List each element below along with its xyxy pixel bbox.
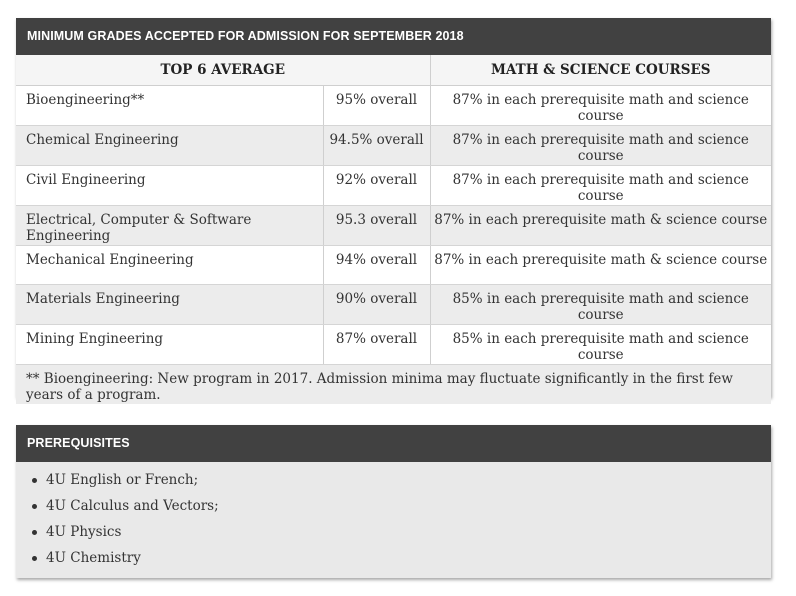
prerequisite-text: 4U English or French;	[46, 472, 199, 488]
program-average: 92% overall	[323, 165, 430, 205]
table-row	[16, 245, 771, 284]
prerequisites-panel	[16, 425, 771, 578]
table-row	[16, 85, 771, 125]
program-requirement: 87% in each prerequisite math & science course	[430, 245, 771, 284]
program-name: Electrical, Computer & Software Engineering	[16, 205, 323, 245]
list-item	[46, 496, 771, 522]
bioengineering-footnote: ** Bioengineering: New program in 2017. Admission minima may fluctuate significantly in the first few years of a program.	[16, 364, 771, 404]
program-average: 95.3 overall	[323, 205, 430, 245]
program-name: Bioengineering**	[16, 85, 323, 125]
program-name: Civil Engineering	[16, 165, 323, 205]
program-average: 94.5% overall	[323, 125, 430, 165]
table-row	[16, 165, 771, 205]
bullet-icon	[32, 504, 37, 509]
table-row	[16, 125, 771, 165]
program-name: Mining Engineering	[16, 324, 323, 364]
program-average: 94% overall	[323, 245, 430, 284]
program-average: 90% overall	[323, 284, 430, 324]
program-requirement: 87% in each prerequisite math and science course	[430, 165, 771, 205]
bullet-icon	[32, 556, 37, 561]
list-item	[46, 522, 771, 548]
table-header-row	[16, 55, 771, 85]
program-average: 95% overall	[323, 85, 430, 125]
prerequisite-text: 4U Physics	[46, 524, 122, 540]
prerequisite-text: 4U Calculus and Vectors;	[46, 498, 219, 514]
program-name: Materials Engineering	[16, 284, 323, 324]
program-requirement: 85% in each prerequisite math and science course	[430, 324, 771, 364]
prerequisite-text: 4U Chemistry	[46, 550, 141, 566]
table-row	[16, 324, 771, 364]
grades-panel-title: MINIMUM GRADES ACCEPTED FOR ADMISSION FOR SEPTEMBER 2018	[16, 18, 771, 55]
bullet-icon	[32, 478, 37, 483]
program-average: 87% overall	[323, 324, 430, 364]
header-top6-average: TOP 6 AVERAGE	[16, 55, 430, 85]
prerequisites-title: PREREQUISITES	[16, 425, 771, 462]
table-row	[16, 284, 771, 324]
program-requirement: 87% in each prerequisite math and science course	[430, 125, 771, 165]
admission-grades-panel	[16, 18, 771, 403]
program-requirement: 87% in each prerequisite math & science course	[430, 205, 771, 245]
program-requirement: 85% in each prerequisite math and science course	[430, 284, 771, 324]
bullet-icon	[32, 530, 37, 535]
prerequisites-list	[16, 462, 771, 574]
program-name: Mechanical Engineering	[16, 245, 323, 284]
list-item	[46, 548, 771, 574]
list-item	[46, 470, 771, 496]
grades-table	[16, 55, 771, 404]
footnote-row	[16, 364, 771, 404]
program-requirement: 87% in each prerequisite math and science course	[430, 85, 771, 125]
header-math-science: MATH & SCIENCE COURSES	[430, 55, 771, 85]
table-row	[16, 205, 771, 245]
program-name: Chemical Engineering	[16, 125, 323, 165]
